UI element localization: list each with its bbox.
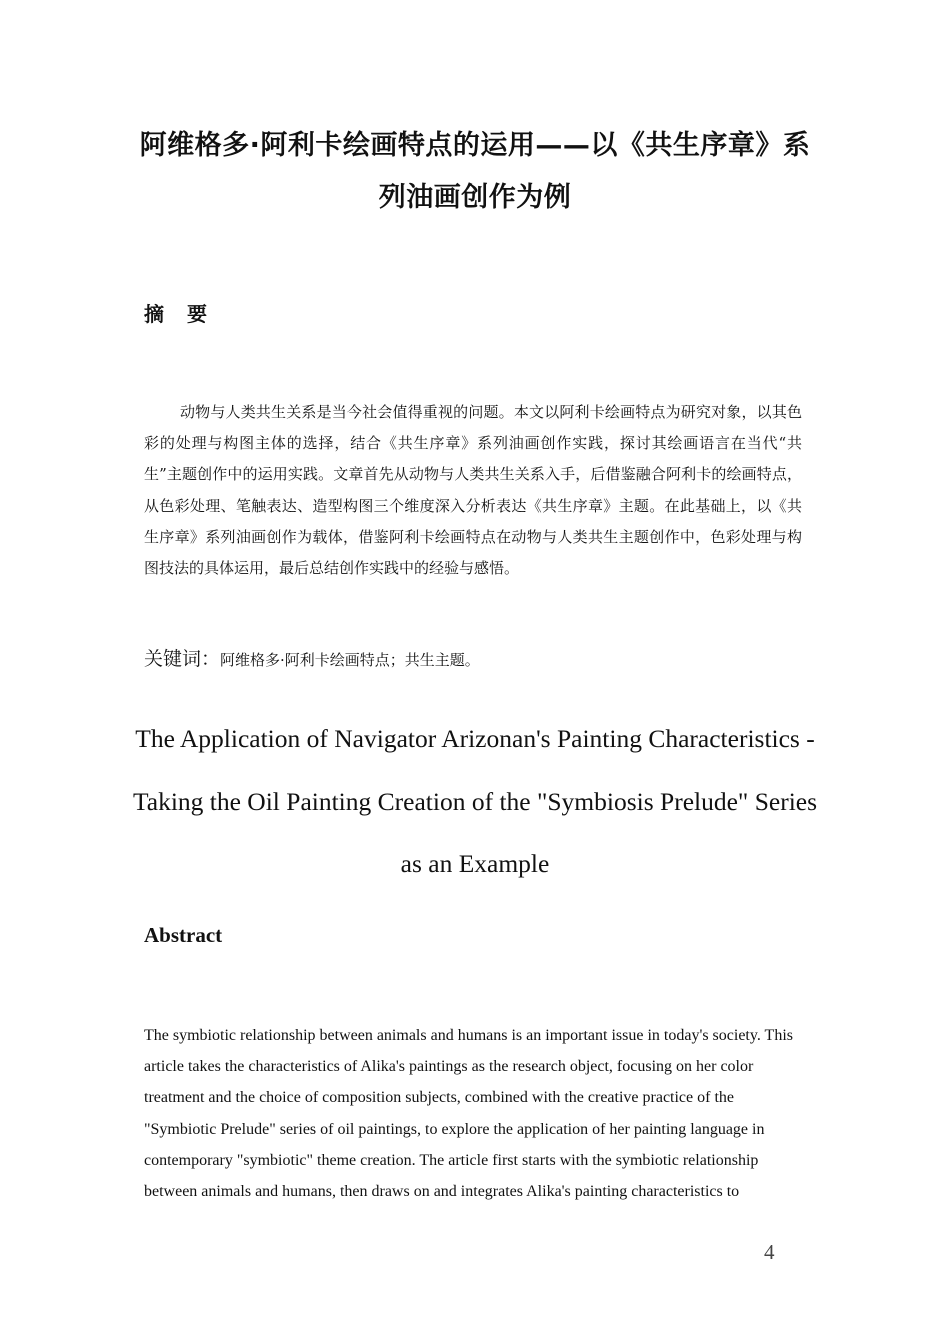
english-abstract-heading: Abstract: [144, 923, 223, 947]
chinese-keywords: [144, 644, 480, 671]
chinese-abstract-body: 动物与人类共生关系是当今社会值得重视的问题。本文以阿利卡绘画特点为研究对象，以其色彩的处理与构图主体的选择，结合《共生序章》系列油画创作实践，探讨其绘画语言在当代“共生”主题创作中的运用实践。文章首先从动物与人类共生关系入手，后借鉴融合阿利卡的绘画特点，从色彩处理、笔触表达、造型构图三个维度深入分析表达《共生序章》主题。在此基础上，以《共生序章》系列油画创作为载体，借鉴阿利卡绘画特点在动物与人类共生主题创作中，色彩处理与构图技法的具体运用，最后总结创作实践中的经验与感悟。: [144, 403, 802, 578]
english-abstract-body: The symbiotic relationship between animals and humans is an important issue in today's society. This article takes the characteristics of Alika's paintings as the research object, focusing on her color treatment and the choice of composition subjects, combined with the creative practice of the "Symbiotic Prelude" series of oil paintings, to explore the application of her painting language in contemporary "symbiotic" theme creation. The article first starts with the symbiotic relationship between animals and humans, then draws on and integrates Alika's painting characteristics to: [144, 1027, 793, 1201]
chinese-abstract-heading: 摘 要: [144, 302, 215, 326]
english-title: The Application of Navigator Arizonan's Painting Characteristics - Taking the Oil Painting Creation of the "Symbiosis Prelude" Series as an Example: [132, 724, 818, 878]
keywords-value: 阿维格多·阿利卡绘画特点；共生主题。: [220, 651, 480, 669]
chinese-title: 阿维格多·阿利卡绘画特点的运用——以《共生序章》系列油画创作为例: [139, 130, 811, 213]
page-number: 4: [764, 1240, 775, 1264]
keywords-label: 关键词：: [144, 648, 221, 670]
